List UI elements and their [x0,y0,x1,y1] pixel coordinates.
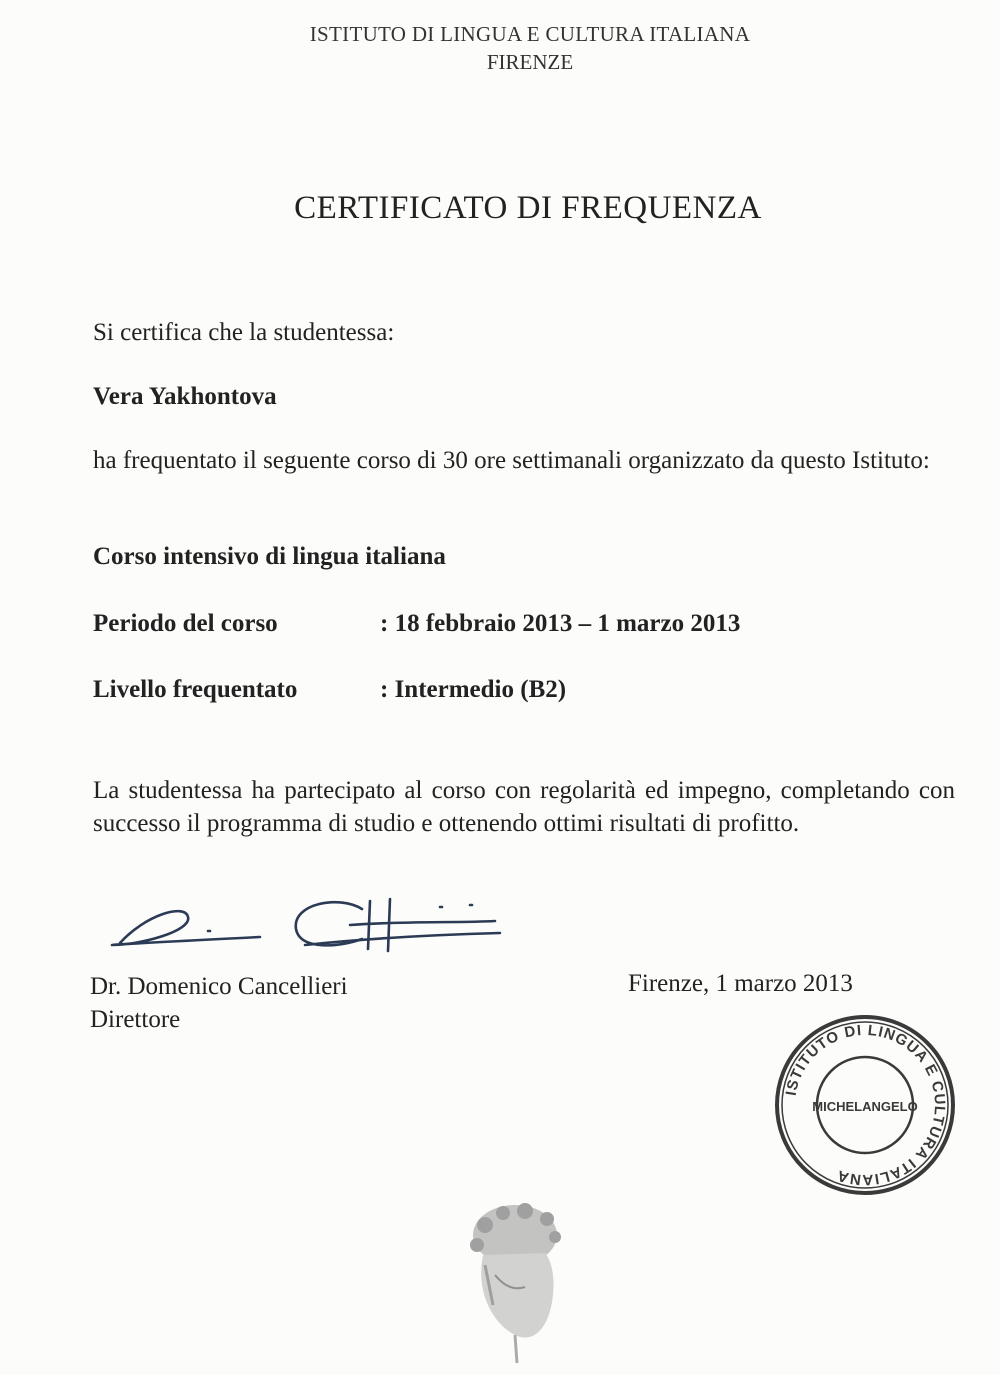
institute-name: ISTITUTO DI LINGUA E CULTURA ITALIANA [309,22,751,46]
certificate-title: CERTIFICATO DI FREQUENZA [294,190,762,226]
attendance-text: ha frequentato il seguente corso di 30 ore settimanali organizzato da questo Istituto: [93,447,930,474]
field-value-level: : Intermedio (B2) [380,676,567,703]
svg-text:ISTITUTO DI LINGUA E CULTURA I: ISTITUTO DI LINGUA E CULTURA ITALIANA [782,1021,949,1189]
student-name: Vera Yakhontova [93,383,277,410]
field-value-period: : 18 febbraio 2013 – 1 marzo 2013 [380,610,741,637]
institute-city: FIRENZE [486,50,574,74]
michelangelo-bust-image [455,1195,595,1370]
place-and-date: Firenze, 1 marzo 2013 [628,970,853,997]
closing-statement: La studentessa ha partecipato al corso con regolarità ed impegno, completando con successo il programma di studio e ottenendo ottimi risultati di profitto. [93,777,955,837]
intro-text: Si certifica che la studentessa: [93,319,395,346]
svg-text:MICHELANGELO: MICHELANGELO [812,1099,918,1114]
signatory-name: Dr. Domenico Cancellieri [90,973,348,1000]
course-name: Corso intensivo di lingua italiana [93,543,446,570]
director-signature [100,895,520,970]
institute-stamp [770,1010,960,1205]
field-label-level: Livello frequentato [93,676,298,703]
signatory-block [90,970,348,1036]
field-label-period: Periodo del corso [93,610,278,637]
signatory-role: Direttore [90,1006,181,1033]
letterhead-logo-cutoff [0,0,1000,6]
